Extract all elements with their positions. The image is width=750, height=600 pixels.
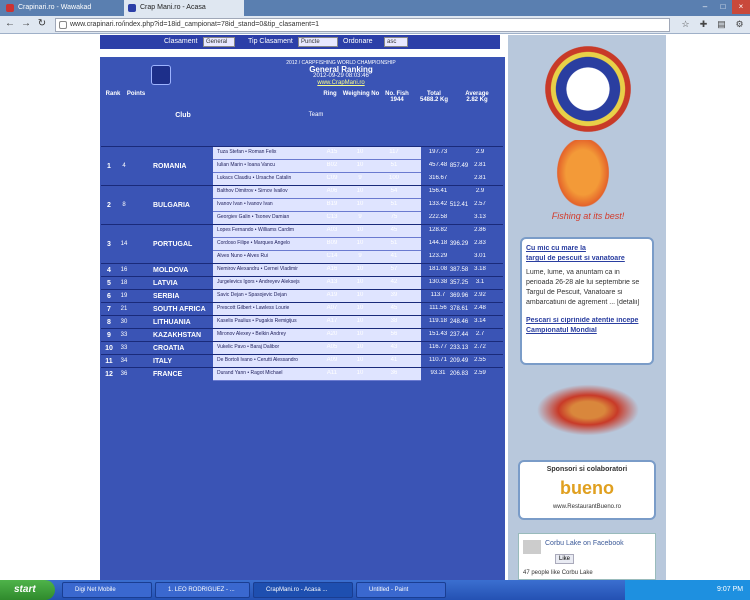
minimize-icon[interactable]: – xyxy=(702,2,708,11)
points-value: 8 xyxy=(122,201,126,208)
team-kg: 156.41 xyxy=(428,188,448,194)
team-ring: C09 xyxy=(326,175,338,181)
team-weighing: 10 xyxy=(356,370,364,376)
column-average: Average 2.82 Kg xyxy=(465,91,489,103)
team-ring: B02 xyxy=(326,162,338,168)
sidebar xyxy=(508,35,666,580)
sponsor-box xyxy=(518,460,656,520)
team-avg: 2.81 xyxy=(474,162,486,168)
points-value: 30 xyxy=(120,318,128,325)
team-weighing: 10 xyxy=(356,292,364,298)
club-name: FRANCE xyxy=(153,370,183,378)
points-value: 16 xyxy=(120,266,128,273)
team-name: Lukacs Claudiu • Ursache Catalin xyxy=(217,175,292,181)
club-name: LATVIA xyxy=(153,279,178,287)
team-name: Durand Yann • Ragot Michael xyxy=(217,370,283,376)
team-ring: C13 xyxy=(326,214,338,220)
column-club: Club xyxy=(175,112,191,119)
team-fish: 75 xyxy=(390,214,398,220)
points-value: 21 xyxy=(120,305,128,312)
club-name: BULGARIA xyxy=(153,201,190,209)
facebook-count: 47 people like Corbu Lake xyxy=(523,570,593,576)
rank-value: 12 xyxy=(105,370,113,378)
ordonare-select[interactable]: asc xyxy=(384,37,408,47)
team-weighing: 9 xyxy=(358,253,362,259)
news-details-link[interactable]: ambarcatiuni de agrement ... [detalii] xyxy=(526,299,640,306)
team-name: Cordoso Filipe • Marques Angelo xyxy=(217,240,290,246)
rank-value: 10 xyxy=(105,344,113,352)
team-ring: C14 xyxy=(326,253,338,259)
team-fish: 41 xyxy=(390,253,398,259)
total-value: 248.46 xyxy=(449,318,469,325)
ranking-filter-bar xyxy=(100,35,500,49)
team-name: Kaselis Paulius • Pugakis Remigijus xyxy=(217,318,297,324)
team-kg: 111.56 xyxy=(429,305,447,311)
rank-value: 9 xyxy=(107,331,111,339)
team-name: Tuza Stefan • Roman Felix xyxy=(217,149,277,155)
browser-toolbar xyxy=(0,16,750,34)
team-avg: 2.86 xyxy=(474,227,486,233)
team-avg: 2.83 xyxy=(474,240,486,246)
team-avg: 3.18 xyxy=(474,266,486,272)
page-menu-icon[interactable]: ▤ xyxy=(717,19,726,29)
rank-value: 3 xyxy=(107,240,111,248)
points-value: 18 xyxy=(120,279,128,286)
team-kg: 128.82 xyxy=(428,227,448,233)
task-paint[interactable]: Untitled - Paint xyxy=(356,582,446,598)
ranking-group xyxy=(101,224,503,263)
rank-value: 11 xyxy=(105,357,113,365)
team-name: Georgiev Galin • Tsonev Damian xyxy=(217,214,290,220)
rank-value: 8 xyxy=(107,318,111,326)
team-kg: 93.31 xyxy=(430,370,446,376)
points-value: 33 xyxy=(120,331,128,338)
sponsor-title: Sponsori si colaboratori xyxy=(546,466,628,473)
sponsor-url[interactable]: www.RestaurantBueno.ro xyxy=(552,504,622,510)
team-ring: B09 xyxy=(326,240,338,246)
team-ring: A19 xyxy=(326,292,338,298)
points-value: 4 xyxy=(122,162,126,169)
team-name: Savic Dejan • Spasojevic Dejan xyxy=(217,292,287,298)
team-name: De Bortoli Ivano • Cerutti Alessandro xyxy=(217,357,298,363)
ranking-group xyxy=(101,354,503,367)
team-kg: 144.18 xyxy=(428,240,448,246)
team-fish: 54 xyxy=(390,188,398,194)
news-text-2: perioada 26-28 ale lui septembrie se xyxy=(526,279,640,286)
news-headline-2b[interactable]: Campionatul Mondial xyxy=(526,327,597,334)
team-ring: A05 xyxy=(326,344,338,350)
team-kg: 123.29 xyxy=(428,253,448,259)
team-fish: 43 xyxy=(390,344,398,350)
team-kg: 457.48 xyxy=(428,162,448,168)
team-weighing: 9 xyxy=(358,175,362,181)
start-button[interactable]: start xyxy=(0,580,55,600)
points-value: 34 xyxy=(120,357,128,364)
column-ring: Ring xyxy=(323,91,337,97)
team-fish: 51 xyxy=(390,201,398,207)
team-weighing: 10 xyxy=(356,344,364,350)
ranking-group xyxy=(101,276,503,289)
team-fish: 42 xyxy=(390,279,398,285)
club-name: LITHUANIA xyxy=(153,318,191,326)
rank-value: 5 xyxy=(107,279,111,287)
column-rank: Rank xyxy=(105,91,121,97)
clasament-select[interactable]: General xyxy=(203,37,235,47)
column-team: Team xyxy=(308,112,324,118)
favicon-icon xyxy=(128,4,136,12)
clasament-label: Clasament xyxy=(164,38,198,45)
ranking-group xyxy=(101,146,503,185)
column-fish: No. Fish 1944 xyxy=(385,91,409,103)
facebook-box xyxy=(518,533,656,580)
ranking-group xyxy=(101,367,503,380)
task-leo[interactable]: 1. LEO RODRIGUEZ - ... xyxy=(155,582,250,598)
page-content xyxy=(0,35,750,580)
club-name: SERBIA xyxy=(153,292,180,300)
team-name: Jurgelevics Igors • Andreyev Aleksejs xyxy=(217,279,300,285)
club-name: SOUTH AFRICA xyxy=(153,305,206,313)
team-ring: A06 xyxy=(326,188,338,194)
ranking-group xyxy=(101,302,503,315)
forward-icon[interactable]: → xyxy=(21,18,31,29)
team-fish: 45 xyxy=(390,227,398,233)
team-ring: A11 xyxy=(326,370,338,376)
ranking-group xyxy=(101,315,503,328)
team-kg: 151.43 xyxy=(428,331,448,337)
sponsor-logo[interactable]: bueno xyxy=(560,478,614,498)
team-ring: A07 xyxy=(326,305,338,311)
team-weighing: 10 xyxy=(356,279,364,285)
team-fish: 36 xyxy=(390,370,398,376)
tab-crapinari[interactable]: Crapinari.ro - Wawakad xyxy=(2,0,122,16)
task-crapmani[interactable]: CrapMani.ro - Acasa ... xyxy=(253,582,353,598)
team-name: Alves Nuno • Alves Rui xyxy=(217,253,268,259)
maximize-icon[interactable]: □ xyxy=(720,2,726,11)
ranking-group xyxy=(101,289,503,302)
news-headline-1b[interactable]: targul de pescuit si vanatoare xyxy=(526,255,625,262)
team-kg: 116.77 xyxy=(429,344,447,350)
club-name: ROMANIA xyxy=(153,162,187,170)
facebook-thumb-icon xyxy=(523,540,541,554)
tab-crapmani[interactable]: Crap Mani.ro - Acasa xyxy=(124,0,244,16)
team-ring: B19 xyxy=(326,201,338,207)
tip-clasament-label: Tip Clasament xyxy=(248,38,293,45)
rank-value: 7 xyxy=(107,305,111,313)
rank-value: 4 xyxy=(107,266,111,274)
team-avg: 3.14 xyxy=(474,318,486,324)
browser-tabbar xyxy=(0,0,750,16)
team-avg: 3.13 xyxy=(474,214,486,220)
team-avg: 2.9 xyxy=(475,188,485,194)
team-weighing: 10 xyxy=(356,331,364,337)
team-ring: A17 xyxy=(326,318,338,324)
team-avg: 3.01 xyxy=(474,253,486,259)
club-name: KAZAKHSTAN xyxy=(153,331,202,339)
team-kg: 130.38 xyxy=(428,279,448,285)
total-value: 206.83 xyxy=(449,370,469,377)
team-weighing: 10 xyxy=(356,227,364,233)
team-ring: A20 xyxy=(326,331,338,337)
championship-logo-icon xyxy=(151,65,171,85)
column-total: Total 5488.2 Kg xyxy=(419,91,449,103)
championship-subtitle: 2012 / CARPFISHING WORLD CHAMPIONSHIP xyxy=(286,60,396,66)
site-link[interactable]: www.CrapMani.ro xyxy=(317,80,365,86)
points-value: 36 xyxy=(120,370,128,377)
team-ring: A09 xyxy=(326,357,338,363)
team-fish: 56 xyxy=(390,331,398,337)
team-weighing: 10 xyxy=(356,162,364,168)
team-fish: 45 xyxy=(390,305,398,311)
task-digi[interactable]: Digi Net Mobile xyxy=(62,582,152,598)
team-weighing: 9 xyxy=(358,214,362,220)
team-name: Prescott Gilbert • Lawless Lourie xyxy=(217,305,290,311)
team-name: Iulian Marin • Ioana Vancu xyxy=(217,162,276,168)
team-avg: 2.48 xyxy=(474,305,486,311)
fish-slogan: Fishing at its best! xyxy=(551,211,625,221)
team-kg: 119.18 xyxy=(429,318,447,324)
team-name: Ivanov Ivan • Ivanov Ivan xyxy=(217,201,273,207)
team-ring: A13 xyxy=(326,279,338,285)
ranking-group xyxy=(101,185,503,224)
club-name: ITALY xyxy=(153,357,173,365)
ranking-group xyxy=(101,341,503,354)
club-name: MOLDOVA xyxy=(153,266,189,274)
total-value: 209.49 xyxy=(449,357,469,364)
team-name: Balthov Dimitrov • Sirnov Ivailov xyxy=(217,188,288,194)
ranking-title: General Ranking xyxy=(309,65,373,74)
championship-badge-icon xyxy=(538,39,638,139)
points-value: 14 xyxy=(120,240,128,247)
back-icon[interactable]: ← xyxy=(5,18,15,29)
fish-mascot-icon xyxy=(553,140,613,212)
news-headline-2[interactable]: Pescari si ciprinide atentie incepe xyxy=(526,317,639,324)
total-value: 857.49 xyxy=(449,162,469,169)
total-value: 357.25 xyxy=(449,279,469,286)
close-icon[interactable]: × xyxy=(732,0,750,14)
team-weighing: 10 xyxy=(356,188,364,194)
points-value: 33 xyxy=(120,344,128,351)
ranking-group xyxy=(101,263,503,276)
club-name: PORTUGAL xyxy=(153,240,193,248)
news-text-3: Targul de Pescuit, Vanatoare si xyxy=(526,289,623,296)
team-weighing: 10 xyxy=(356,357,364,363)
total-value: 369.96 xyxy=(449,292,469,299)
system-tray xyxy=(625,580,750,600)
favicon-icon xyxy=(6,4,14,12)
team-weighing: 10 xyxy=(356,266,364,272)
team-fish: 41 xyxy=(390,357,398,363)
team-kg: 133.42 xyxy=(428,201,448,207)
team-kg: 222.58 xyxy=(428,214,448,220)
team-weighing: 10 xyxy=(356,240,364,246)
ranking-group xyxy=(101,328,503,341)
team-avg: 2.55 xyxy=(474,357,486,363)
club-name: CROATIA xyxy=(153,344,185,352)
team-avg: 2.92 xyxy=(474,292,486,298)
column-points: Points xyxy=(126,91,146,97)
news-text-1: Lume, lume, va anuntam ca in xyxy=(526,269,620,276)
rank-value: 2 xyxy=(107,201,111,209)
ordonare-label: Ordonare xyxy=(343,38,373,45)
rank-value: 1 xyxy=(107,162,111,170)
total-value: 396.29 xyxy=(449,240,469,247)
team-weighing: 10 xyxy=(356,318,364,324)
team-fish: 51 xyxy=(390,240,398,246)
team-avg: 2.72 xyxy=(474,344,486,350)
news-box xyxy=(520,237,654,365)
window-controls xyxy=(696,0,750,16)
club-crest-icon xyxy=(528,380,648,440)
team-kg: 197.73 xyxy=(428,149,448,155)
total-value: 233.13 xyxy=(449,344,469,351)
points-value: 19 xyxy=(120,292,128,299)
team-weighing: 10 xyxy=(356,149,364,155)
rank-value: 6 xyxy=(107,292,111,300)
news-headline-1[interactable]: Cu mic cu mare la xyxy=(526,245,586,252)
team-ring: A03 xyxy=(326,227,338,233)
facebook-title[interactable]: Corbu Lake on Facebook xyxy=(545,540,624,547)
team-fish: 39 xyxy=(390,292,398,298)
team-kg: 110.71 xyxy=(429,357,447,363)
clock: 9:07 PM xyxy=(717,586,744,593)
team-name: Mironov Alexey • Belkin Andrey xyxy=(217,331,287,337)
team-avg: 2.9 xyxy=(475,149,485,155)
team-fish: 57 xyxy=(390,266,398,272)
team-kg: 316.67 xyxy=(428,175,448,181)
tip-clasament-select[interactable]: Puncte xyxy=(298,37,338,47)
team-fish: 100 xyxy=(388,175,399,181)
team-ring: A15 xyxy=(326,149,338,155)
team-name: Lopes Fernando • Williams Cardim xyxy=(217,227,295,233)
total-value: 237.44 xyxy=(449,331,469,338)
team-kg: 181.08 xyxy=(428,266,448,272)
team-avg: 2.81 xyxy=(474,175,486,181)
like-button[interactable]: Like xyxy=(555,554,574,564)
team-fish: 38 xyxy=(390,318,398,324)
team-weighing: 10 xyxy=(356,201,364,207)
total-value: 387.58 xyxy=(449,266,469,273)
ranking-date: 2012-09-29 08:03:46 xyxy=(313,73,369,79)
team-fish: 51 xyxy=(390,162,398,168)
column-weighing: Weighing No xyxy=(342,91,380,97)
team-name: Vukelic Pavo • Baraj Dalibor xyxy=(217,344,280,350)
page-icon xyxy=(59,21,67,29)
team-avg: 3.1 xyxy=(475,279,485,285)
extension-icon[interactable]: ✚ xyxy=(699,19,708,29)
taskbar xyxy=(0,580,750,600)
team-fish: 117 xyxy=(389,149,399,155)
reload-icon[interactable]: ↻ xyxy=(37,18,47,29)
team-weighing: 10 xyxy=(356,305,364,311)
team-kg: 113.7 xyxy=(430,292,446,298)
total-value: 512.41 xyxy=(449,201,469,208)
team-ring: A16 xyxy=(326,266,338,272)
team-avg: 2.7 xyxy=(475,331,485,337)
star-icon[interactable]: ☆ xyxy=(681,19,690,29)
team-avg: 2.59 xyxy=(474,370,486,376)
team-name: Nemirov Alexandru • Cernei Vladimir xyxy=(217,266,298,272)
total-value: 378.61 xyxy=(449,305,469,312)
team-avg: 2.57 xyxy=(474,201,486,207)
address-bar[interactable]: www.crapinari.ro/index.php?id=18id_campionat=78id_stand=0&tip_clasament=1 xyxy=(55,18,670,32)
wrench-icon[interactable]: ⚙ xyxy=(735,19,744,29)
